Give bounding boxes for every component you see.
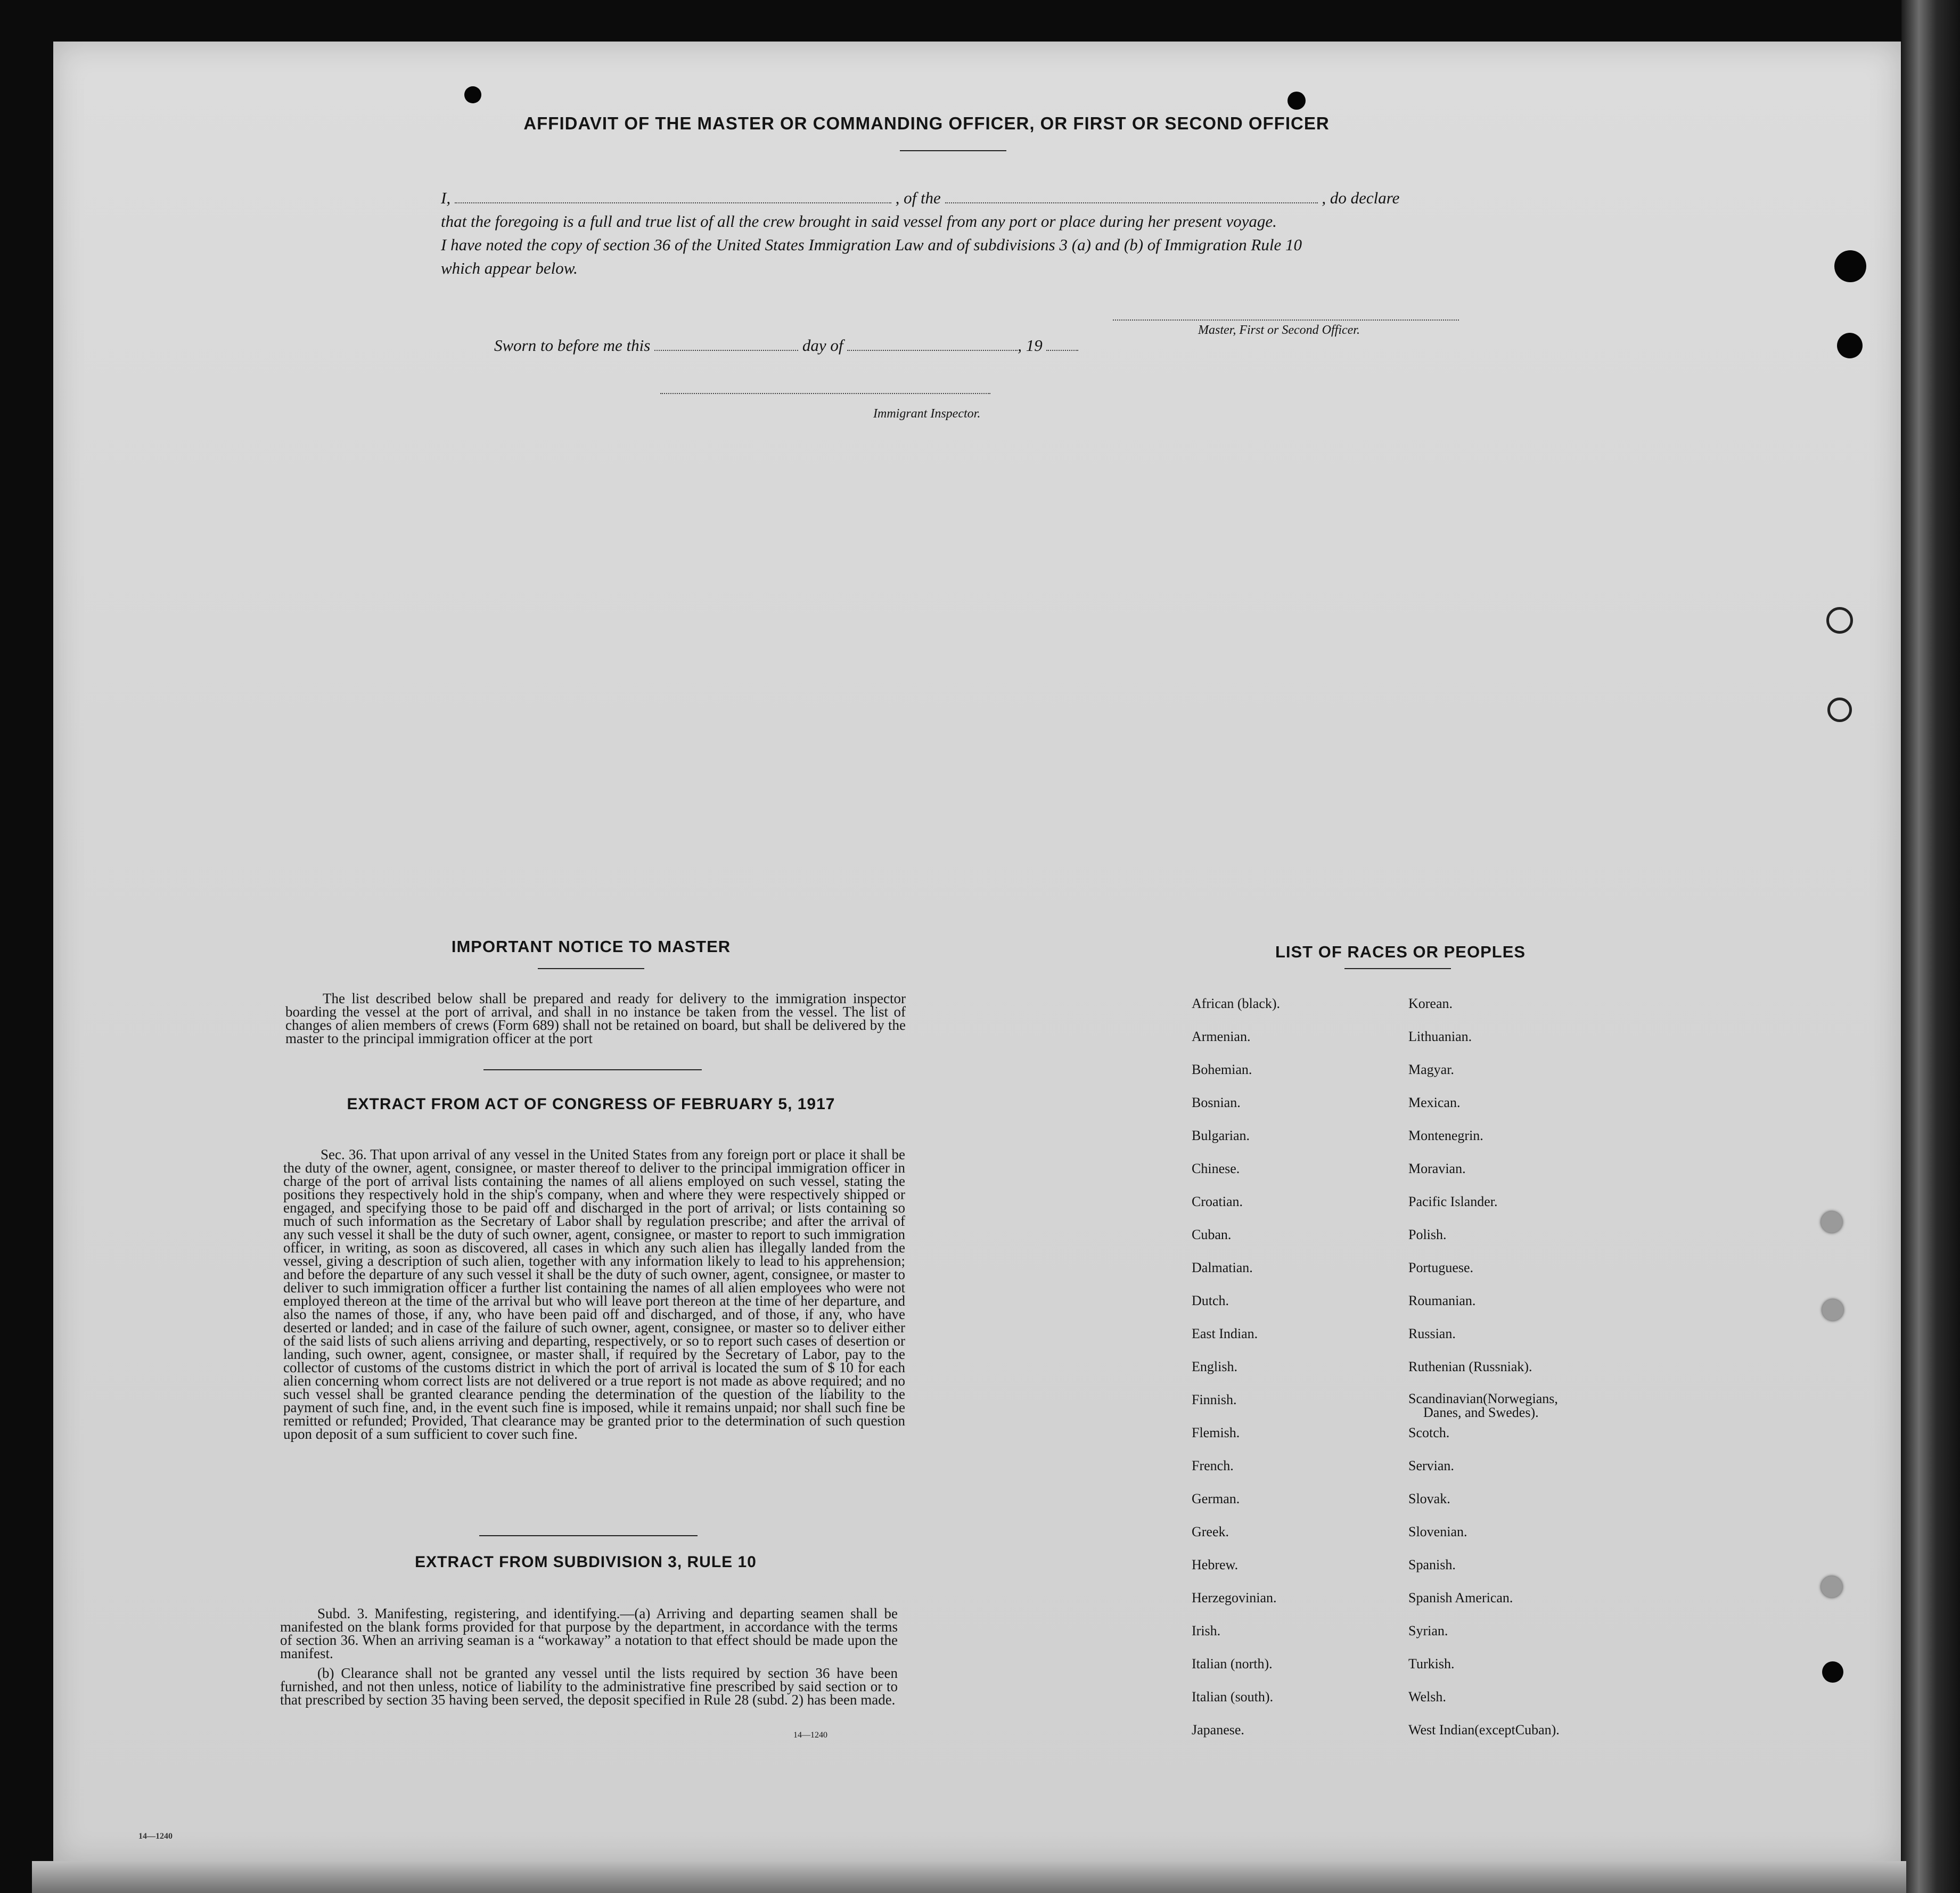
race-item: Montenegrin. bbox=[1408, 1128, 1483, 1143]
race-item: Russian. bbox=[1408, 1326, 1456, 1341]
race-item: Armenian. bbox=[1192, 1029, 1251, 1044]
text-year: , 19 bbox=[1018, 336, 1043, 355]
race-item-scandinavian bbox=[1408, 1392, 1653, 1425]
race-item: German. bbox=[1192, 1491, 1240, 1506]
race-item: Japanese. bbox=[1192, 1722, 1244, 1738]
race-item: Irish. bbox=[1192, 1623, 1221, 1638]
race-item: Magyar. bbox=[1408, 1062, 1454, 1077]
punch-hole bbox=[1827, 698, 1852, 722]
year-blank[interactable] bbox=[1046, 340, 1078, 351]
master-signature-label: Master, First or Second Officer. bbox=[1198, 323, 1360, 337]
punch-hole bbox=[1822, 1299, 1843, 1321]
text-sworn: Sworn to before me this bbox=[494, 336, 651, 355]
race-item: East Indian. bbox=[1192, 1326, 1258, 1341]
rule-text-a: Subd. 3. Manifesting, registering, and identifying.—(a) Arriving and departing seamen shall be manifested on the blank forms provided for that purpose by the department, in accordance with the terms of section 36. When an arriving seaman is a “workaway” a notation to that effect should be made upon the manifest. bbox=[280, 1605, 898, 1661]
punch-hole bbox=[1837, 333, 1863, 358]
race-item: Korean. bbox=[1408, 996, 1453, 1011]
punch-hole bbox=[1834, 250, 1866, 282]
day-blank[interactable] bbox=[654, 340, 798, 351]
race-item: Portuguese. bbox=[1408, 1260, 1474, 1275]
race-item: Spanish American. bbox=[1408, 1590, 1513, 1605]
form-number: 14—1240 bbox=[793, 1731, 827, 1740]
race-item: Bosnian. bbox=[1192, 1095, 1241, 1110]
race-item: Slovak. bbox=[1408, 1491, 1450, 1506]
race-item: Dutch. bbox=[1192, 1293, 1229, 1308]
affidavit-title: AFFIDAVIT OF THE MASTER OR COMMANDING OFFICER, OR FIRST OR SECOND OFFICER bbox=[523, 113, 1330, 133]
race-item: French. bbox=[1192, 1458, 1234, 1473]
form-number-corner: 14—1240 bbox=[138, 1832, 173, 1841]
rule-title: EXTRACT FROM SUBDIVISION 3, RULE 10 bbox=[415, 1553, 757, 1571]
race-item: Flemish. bbox=[1192, 1425, 1240, 1440]
punch-hole bbox=[1826, 607, 1853, 634]
race-item: Pacific Islander. bbox=[1408, 1194, 1498, 1209]
race-item: Turkish. bbox=[1408, 1656, 1455, 1671]
affidavit-line3: I have noted the copy of section 36 of the United States Immigration Law and of subdivisions 3 (a) and (b) of Immigration Rule 10 bbox=[441, 235, 1302, 254]
punch-hole bbox=[1821, 1211, 1842, 1233]
title-rule bbox=[900, 150, 1006, 151]
race-item: Hebrew. bbox=[1192, 1557, 1239, 1572]
punch-hole bbox=[464, 86, 481, 103]
race-item: Italian (north). bbox=[1192, 1656, 1273, 1671]
race-item: Moravian. bbox=[1408, 1161, 1466, 1176]
affidavit-line1 bbox=[441, 186, 1463, 210]
race-item: Mexican. bbox=[1408, 1095, 1461, 1110]
text-day-of: day of bbox=[802, 336, 843, 355]
race-item: West Indian(exceptCuban). bbox=[1408, 1722, 1560, 1738]
act-divider bbox=[479, 1535, 698, 1536]
name-blank[interactable] bbox=[455, 193, 891, 203]
race-item: Scotch. bbox=[1408, 1425, 1450, 1440]
races-right-column bbox=[1408, 996, 1653, 1755]
text-of-the: , of the bbox=[895, 189, 941, 207]
race-item: Cuban. bbox=[1192, 1227, 1232, 1242]
affidavit-line4: which appear below. bbox=[441, 259, 578, 277]
punch-hole bbox=[1822, 1661, 1843, 1683]
act-title: EXTRACT FROM ACT OF CONGRESS OF FEBRUARY 5, 1917 bbox=[347, 1095, 835, 1113]
month-blank[interactable] bbox=[847, 340, 1018, 351]
race-item-line: Scandinavian(Norwegians, bbox=[1408, 1391, 1558, 1406]
race-item-line: Danes, and Swedes). bbox=[1423, 1405, 1539, 1420]
affidavit-line2: that the foregoing is a full and true list of all the crew brought in said vessel from any port or place during her present voyage. bbox=[441, 212, 1277, 231]
race-item: Roumanian. bbox=[1408, 1293, 1476, 1308]
inspector-label: Immigrant Inspector. bbox=[873, 407, 981, 421]
race-item: Polish. bbox=[1408, 1227, 1447, 1242]
text-do-declare: , do declare bbox=[1322, 189, 1400, 207]
race-item: English. bbox=[1192, 1359, 1237, 1374]
inspector-signature-line[interactable] bbox=[660, 388, 990, 394]
notice-divider bbox=[483, 1069, 702, 1070]
race-item: Lithuanian. bbox=[1408, 1029, 1472, 1044]
rule-text-b: (b) Clearance shall not be granted any vessel until the lists required by section 36 have been furnished, and not then unless, notice of liability to the administrative fine prescribed by said section or to that prescribed by section 35 having been served, the deposit specified in Rule 28 (subd. 2) has been made. bbox=[280, 1665, 898, 1708]
race-item: Greek. bbox=[1192, 1524, 1229, 1539]
race-item: Italian (south). bbox=[1192, 1689, 1274, 1704]
race-item: Bulgarian. bbox=[1192, 1128, 1250, 1143]
races-title: LIST OF RACES OR PEOPLES bbox=[1275, 943, 1526, 961]
text-i: I, bbox=[441, 189, 451, 207]
race-item: Spanish. bbox=[1408, 1557, 1456, 1572]
race-item: Chinese. bbox=[1192, 1161, 1240, 1176]
notice-text: The list described below shall be prepared and ready for delivery to the immigration inspector boarding the vessel at the port of arrival, and shall in no instance be taken from the vessel. The list of changes of alien members of crews (Form 689) shall not be retained on board, but shall be delivered by the master to the principal immigration officer at the port bbox=[285, 990, 906, 1046]
page-edge-shadow bbox=[1901, 0, 1960, 1893]
race-item: Croatian. bbox=[1192, 1194, 1243, 1209]
punch-hole bbox=[1287, 92, 1306, 110]
sworn-line bbox=[494, 334, 1186, 357]
punch-hole bbox=[1821, 1576, 1842, 1597]
vessel-blank[interactable] bbox=[945, 193, 1318, 203]
race-item: Bohemian. bbox=[1192, 1062, 1252, 1077]
race-item: Dalmatian. bbox=[1192, 1260, 1253, 1275]
page-bottom-edge bbox=[32, 1861, 1906, 1893]
race-item: Servian. bbox=[1408, 1458, 1454, 1473]
race-item: Slovenian. bbox=[1408, 1524, 1467, 1539]
race-item: Herzegovinian. bbox=[1192, 1590, 1277, 1605]
race-item: Welsh. bbox=[1408, 1689, 1446, 1704]
races-rule bbox=[1344, 968, 1451, 969]
race-item: African (black). bbox=[1192, 996, 1281, 1011]
race-item: Ruthenian (Russniak). bbox=[1408, 1359, 1532, 1374]
notice-title: IMPORTANT NOTICE TO MASTER bbox=[451, 937, 731, 956]
act-text: Sec. 36. That upon arrival of any vessel in the United States from any foreign port or place it shall be the duty of the owner, agent, consignee, or master thereof to deliver to the principal immigration officer in charge of the port of arrival lists containing the names of all aliens employed on such vessel, stating the positions they respectively hold in the ship's company, when and where they were respectively shipped or engaged, and specifying those to be paid off and discharged in the port of arrival; or lists containing so much of such information as the Secretary of Labor shall by regulation prescribe; and after the arrival of any such vessel it shall be the duty of such owner, agent, consignee, or master to report to such immigration officer, in writing, as soon as discovered, all cases in which any such alien has illegally landed from the vessel, giving a description of such alien, together with any information likely to lead to his apprehension; and before the departure of any such vessel it shall be the duty of such owner, agent, consignee, or master to deliver to such immigration officer a further list containing the names of all alien employees who were not employed thereon at the time of the arrival but who will leave port thereon at the time of her departure, and also the names of those, if any, who have been paid off and discharged, and of those, if any, who have deserted or landed; and in case of the failure of such owner, agent, consignee, or master so to deliver either of the said lists of such aliens arriving and departing, respectively, or so to report such cases of desertion or landing, such owner, agent, consignee, or master shall, if required by the Secretary of Labor, pay to the collector of customs of the customs district in which the port of arrival is located the sum of $ 10 for each alien concerning whom correct lists are not delivered or a true report is not made as above required; and no such vessel shall be granted clearance pending the determination of the question of the liability to the payment of such fine, and, in the event such fine is imposed, while it remains unpaid; nor shall such fine be remitted or refunded; Provided, That clearance may be granted prior to the determination of such question upon deposit of a sum sufficient to cover such fine. bbox=[283, 1146, 905, 1442]
race-item: Finnish. bbox=[1192, 1392, 1237, 1407]
race-item: Syrian. bbox=[1408, 1623, 1448, 1638]
notice-rule bbox=[538, 968, 644, 969]
races-left-column bbox=[1192, 996, 1394, 1755]
